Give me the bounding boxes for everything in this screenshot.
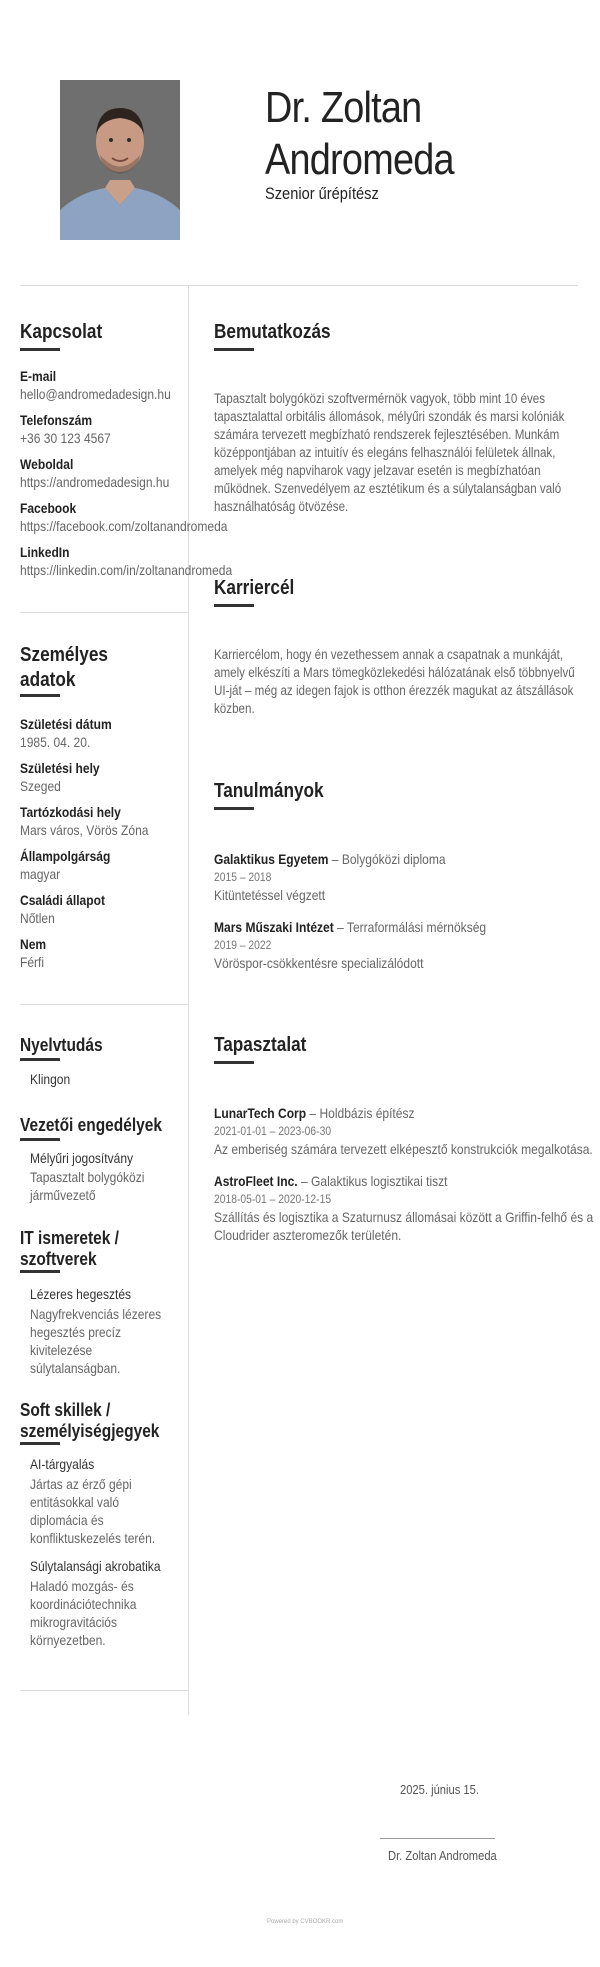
gender-label: Nem <box>20 936 47 952</box>
personal-title-2: adatok <box>20 669 76 691</box>
personal-title-underline <box>20 694 60 697</box>
full-name <box>265 82 454 186</box>
intro-line: tapasztalattal orbitális állomások, mélyűri szondák és marsi kolóniák <box>214 409 565 424</box>
soft-desc-line: Jártas az érző gépi <box>30 1476 132 1492</box>
soft-skill-name: Súlytalansági akrobatika <box>30 1558 161 1574</box>
experience-item <box>214 1104 600 1158</box>
experience-dates: 2018-05-01 – 2020-12-15 <box>214 1192 332 1206</box>
birthdate-label: Születési dátum <box>20 716 112 732</box>
it-title-1: IT ismeretek / <box>20 1228 119 1248</box>
education-note: Vöröspor-csökkentésre specializálódott <box>214 955 424 971</box>
intro-line: használhatóság ötvözése. <box>214 499 349 514</box>
person-portrait-icon <box>60 80 180 240</box>
goal-text <box>214 646 600 718</box>
it-title-underline <box>20 1270 60 1273</box>
driving-desc-line: járművezető <box>30 1187 96 1203</box>
marital-value: Nőtlen <box>20 910 55 926</box>
facebook-label: Facebook <box>20 500 77 516</box>
gender-value: Férfi <box>20 954 45 970</box>
website-value[interactable]: https://andromedadesign.hu <box>20 474 170 490</box>
facebook-value[interactable]: https://facebook.com/zoltanandromeda <box>20 518 228 534</box>
signature-line <box>380 1838 495 1839</box>
education-item <box>214 918 530 972</box>
experience-title: Tapasztalat <box>214 1034 307 1056</box>
soft-desc-line: entitásokkal való <box>30 1494 120 1510</box>
it-desc-line: Nagyfrekvenciás lézeres <box>30 1306 162 1322</box>
experience-role: – Holdbázis építész <box>306 1105 415 1121</box>
it-desc-line: kivitelezése <box>30 1342 93 1358</box>
experience-dates: 2021-01-01 – 2023-06-30 <box>214 1124 332 1138</box>
birthdate-value: 1985. 04. 20. <box>20 734 91 750</box>
languages-title-underline <box>20 1058 60 1061</box>
education-dates: 2019 – 2022 <box>214 938 272 952</box>
linkedin-label: LinkedIn <box>20 544 70 560</box>
linkedin-value[interactable]: https://linkedin.com/in/zoltanandromeda <box>20 562 233 578</box>
it-desc-line: hegesztés precíz <box>30 1324 122 1340</box>
goal-line: amely elkészíti a Mars tömegközlekedési hálózatának első többnyelvű <box>214 665 575 680</box>
education-title: Tanulmányok <box>214 780 324 802</box>
intro-text <box>214 390 600 516</box>
residence-value: Mars város, Vörös Zóna <box>20 822 149 838</box>
intro-title: Bemutatkozás <box>214 321 331 343</box>
birthplace-label: Születési hely <box>20 760 100 776</box>
phone-value[interactable]: +36 30 123 4567 <box>20 430 111 446</box>
column-divider <box>188 285 189 1715</box>
it-skill-name: Lézeres hegesztés <box>30 1286 132 1302</box>
language-item: Klingon <box>30 1071 71 1087</box>
experience-role: – Galaktikus logisztikai tiszt <box>297 1173 448 1189</box>
driving-desc-line: Tapasztalt bolygóközi <box>30 1169 145 1185</box>
soft-divider <box>20 1690 188 1691</box>
it-skill-desc <box>30 1305 183 1377</box>
experience-desc-line: Cloudrider aszteromezők területén. <box>214 1227 402 1243</box>
company-name: AstroFleet Inc. <box>214 1173 298 1189</box>
powered-by-link[interactable]: Powered by CVBOOKR.com <box>267 1919 344 1925</box>
personal-divider <box>20 1004 188 1005</box>
citizenship-label: Állampolgárság <box>20 848 111 864</box>
contact-title-underline <box>20 348 60 351</box>
intro-title-underline <box>214 348 254 351</box>
education-item <box>214 850 483 904</box>
contact-divider <box>20 612 188 613</box>
experience-desc-line: Az emberiség számára tervezett elképesztő konstrukciók megalkotása. <box>214 1141 593 1157</box>
goal-line: Karriercélom, hogy én vezethessem annak a csapatnak a munkáját, <box>214 647 564 662</box>
goal-title: Karriercél <box>214 577 295 599</box>
soft-title-1: Soft skillek / <box>20 1400 111 1420</box>
soft-desc-line: mikrogravitációs <box>30 1614 117 1630</box>
school-name: Mars Műszaki Intézet <box>214 919 334 935</box>
driving-title-underline <box>20 1138 60 1141</box>
intro-line: számára tervezett megbízható rendszerek fejlesztésében. Munkám <box>214 427 560 442</box>
soft-desc-line: diplomácia és <box>30 1512 104 1528</box>
soft-desc-line: környezetben. <box>30 1632 106 1648</box>
birthplace-value: Szeged <box>20 778 61 794</box>
header-divider <box>20 285 578 286</box>
degree: – Terraformálási mérnökség <box>333 919 487 935</box>
marital-label: Családi állapot <box>20 892 105 908</box>
residence-label: Tartózkodási hely <box>20 804 121 820</box>
signature-name: Dr. Zoltan Andromeda <box>388 1848 497 1863</box>
education-title-underline <box>214 807 254 810</box>
soft-title-underline <box>20 1442 60 1445</box>
citizenship-value: magyar <box>20 866 61 882</box>
profile-photo <box>60 80 180 240</box>
phone-label: Telefonszám <box>20 412 93 428</box>
email-value[interactable]: hello@andromedadesign.hu <box>20 386 171 402</box>
driving-license-name: Mélyűri jogosítvány <box>30 1150 134 1166</box>
soft-desc-line: koordinációtechnika <box>30 1596 137 1612</box>
contact-title: Kapcsolat <box>20 321 103 343</box>
soft-skill-desc <box>30 1577 154 1649</box>
intro-line: amelyek még napviharok vagy jelzavar esetén is megbízhatóan <box>214 463 541 478</box>
education-dates: 2015 – 2018 <box>214 870 272 884</box>
goal-title-underline <box>214 604 254 607</box>
experience-item <box>214 1172 600 1244</box>
goal-line: közben. <box>214 701 255 716</box>
experience-title-underline <box>214 1061 254 1064</box>
job-title: Szenior űrépítész <box>265 184 379 203</box>
soft-skill-name: AI-tárgyalás <box>30 1456 95 1472</box>
soft-skill-desc <box>30 1475 176 1547</box>
document-date: 2025. június 15. <box>400 1782 479 1797</box>
name-line-2: Andromeda <box>265 135 454 184</box>
education-note: Kitüntetéssel végzett <box>214 887 326 903</box>
intro-line: működnek. Szenvedélyem az esztétikum és a súlytalanságban való <box>214 481 562 496</box>
driving-title: Vezetői engedélyek <box>20 1115 162 1135</box>
it-title-2: szoftverek <box>20 1249 97 1269</box>
soft-title-2: személyiségjegyek <box>20 1421 160 1441</box>
languages-title: Nyelvtudás <box>20 1035 103 1055</box>
soft-desc-line: Haladó mozgás- és <box>30 1578 134 1594</box>
website-label: Weboldal <box>20 456 74 472</box>
personal-title-1: Személyes <box>20 644 108 666</box>
school-name: Galaktikus Egyetem <box>214 851 329 867</box>
intro-line: középpontjában az intuitív és elegáns felhasználói felületek állnak, <box>214 445 556 460</box>
name-line-1: Dr. Zoltan <box>265 83 422 132</box>
experience-desc-line: Szállítás és logisztika a Szaturnusz állomásai között a Griffin-felhő és a <box>214 1209 594 1225</box>
intro-line: Tapasztalt bolygóközi szoftvermérnök vagyok, több mint 10 éves <box>214 391 546 406</box>
soft-desc-line: konfliktuskezelés terén. <box>30 1530 156 1546</box>
degree: – Bolygóközi diploma <box>328 851 446 867</box>
company-name: LunarTech Corp <box>214 1105 307 1121</box>
it-desc-line: súlytalanságban. <box>30 1360 121 1376</box>
goal-line: UI-ját – még az idegen fajok is otthon érezzék magukat az átszállások <box>214 683 574 698</box>
email-label: E-mail <box>20 368 57 384</box>
driving-license-desc <box>30 1168 163 1204</box>
